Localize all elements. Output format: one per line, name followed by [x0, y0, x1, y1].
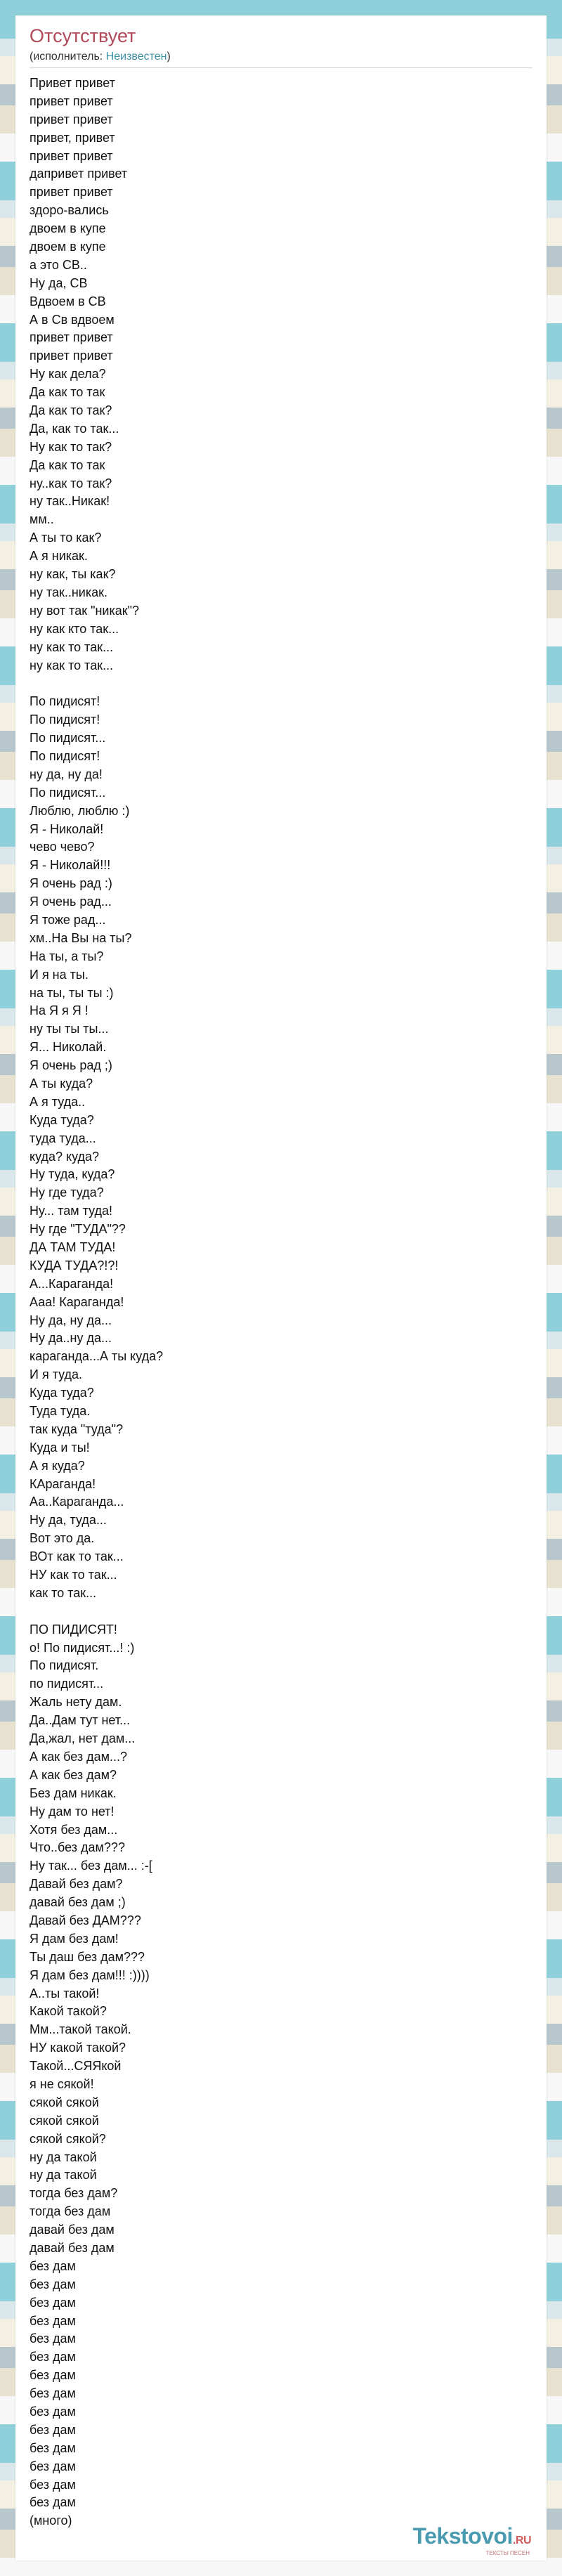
lyrics-text — [30, 74, 521, 2530]
lyric-line: привет, привет — [30, 130, 115, 145]
lyric-line: Да как то так — [30, 457, 105, 472]
lyric-line: По пидисят... — [30, 785, 106, 800]
lyric-line: без дам — [30, 2277, 76, 2291]
lyric-line: Ну да..ну да... — [30, 1331, 112, 1346]
lyric-line: без дам — [30, 2405, 76, 2419]
lyric-line: НУ какой такой? — [30, 2041, 126, 2055]
lyric-line: Ну туда, куда? — [30, 1167, 115, 1182]
lyric-line: А как без дам...? — [30, 1749, 128, 1764]
lyric-line: На ты, а ты? — [30, 949, 104, 963]
lyric-line: ну вот так "никак"? — [30, 603, 140, 618]
lyric-line: Да, как то так... — [30, 421, 119, 436]
lyric-line: Без дам никак. — [30, 1785, 117, 1800]
site-logo[interactable] — [412, 2523, 531, 2549]
lyric-line: Мм...такой такой. — [30, 2022, 131, 2037]
lyric-line: ну как, ты как? — [30, 567, 116, 582]
lyric-line: Я очень рад :) — [30, 876, 112, 891]
lyric-line: давай без дам — [30, 2223, 115, 2237]
lyric-line: Ааа! Караганда! — [30, 1294, 124, 1309]
lyric-line: тогда без дам — [30, 2204, 111, 2219]
lyric-line: Ну да, ну да... — [30, 1313, 112, 1327]
logo-text: Tekstovoi — [412, 2523, 513, 2549]
lyric-line: Да,жал, нет дам... — [30, 1731, 136, 1746]
lyric-line: ПО ПИДИСЯТ! — [30, 1622, 117, 1637]
lyric-line: чево чево? — [30, 840, 95, 854]
lyric-line: Привет привет — [30, 76, 115, 90]
performer-line — [30, 51, 171, 63]
lyric-line: НУ как то так... — [30, 1568, 117, 1582]
lyric-line: так куда "туда"? — [30, 1422, 124, 1436]
lyric-line: Ну как то так? — [30, 439, 112, 454]
lyric-line: Я очень рад... — [30, 895, 112, 909]
lyric-line: двоем в купе — [30, 221, 106, 236]
lyric-line: без дам — [30, 2495, 76, 2510]
lyric-line: Что..без дам??? — [30, 1840, 125, 1855]
lyric-line: без дам — [30, 2350, 76, 2364]
lyric-line: привет привет — [30, 349, 113, 363]
song-title: Отсутствует — [30, 25, 136, 46]
lyric-line: привет привет — [30, 185, 113, 200]
lyric-line: Я дам без дам!!! :)))) — [30, 1967, 150, 1982]
lyric-line: Да как то так — [30, 385, 105, 400]
lyric-line: А..ты такой! — [30, 1986, 100, 2001]
lyric-line: По пидисят... — [30, 731, 106, 746]
lyric-line: без дам — [30, 2295, 76, 2310]
lyric-line: двоем в купе — [30, 240, 106, 254]
lyric-line: без дам — [30, 2422, 76, 2437]
performer-suffix: ) — [166, 51, 171, 63]
lyric-line: здоро-вались — [30, 203, 109, 218]
lyric-line: сякой сякой? — [30, 2131, 106, 2146]
lyric-line: Люблю, люблю :) — [30, 803, 130, 818]
lyric-line: Куда туда? — [30, 1112, 94, 1127]
lyric-line: А как без дам? — [30, 1767, 117, 1782]
lyric-line: дапривет привет — [30, 167, 128, 181]
lyric-line: Какой такой? — [30, 2004, 107, 2019]
lyric-line: привет привет — [30, 112, 113, 126]
lyric-line: А я туда.. — [30, 1094, 86, 1109]
lyric-line: без дам — [30, 2331, 76, 2346]
lyric-line: (много) — [30, 2513, 72, 2528]
lyric-line: ну как то так... — [30, 658, 114, 672]
lyric-line: А...Караганда! — [30, 1276, 114, 1291]
lyric-line: По пидисят! — [30, 748, 100, 763]
performer-prefix: (исполнитель: — [30, 51, 106, 63]
lyric-line: Ну... там туда! — [30, 1204, 112, 1218]
lyric-line: Ну дам то нет! — [30, 1804, 115, 1819]
lyric-line: давай без дам — [30, 2240, 115, 2255]
lyric-line: ВОт как то так... — [30, 1549, 124, 1564]
lyric-line: А ты то как? — [30, 531, 102, 545]
lyric-line: сякой сякой — [30, 2113, 99, 2128]
lyric-line: а это СВ.. — [30, 257, 87, 272]
lyric-line: Я очень рад ;) — [30, 1058, 112, 1073]
lyric-line: И я на ты. — [30, 967, 89, 982]
lyric-line: ну да, ну да! — [30, 767, 103, 781]
lyric-line: Аа..Караганда... — [30, 1495, 124, 1509]
lyric-line: Ну да, СВ — [30, 275, 88, 290]
lyric-line: ну да такой — [30, 2168, 97, 2183]
lyric-line: Я... Николай. — [30, 1040, 107, 1055]
lyric-line: без дам — [30, 2386, 76, 2401]
lyric-line: о! По пидисят...! :) — [30, 1640, 135, 1655]
lyric-line: По пидисят! — [30, 694, 100, 709]
lyric-line: Ты даш без дам??? — [30, 1949, 145, 1964]
lyric-line: привет привет — [30, 93, 113, 108]
lyric-line: Ну где "ТУДА"?? — [30, 1222, 126, 1237]
lyrics-page — [15, 15, 547, 2561]
lyric-line: без дам — [30, 2440, 76, 2455]
lyric-line: привет привет — [30, 330, 113, 345]
lyric-blank-line — [30, 1603, 521, 1621]
lyric-line: И я туда. — [30, 1367, 83, 1382]
lyric-line: Я тоже рад... — [30, 912, 106, 927]
logo-domain: .RU — [512, 2535, 531, 2546]
lyric-line: ну так..никак. — [30, 585, 108, 599]
lyric-line: Я дам без дам! — [30, 1931, 119, 1946]
lyric-line: куда? куда? — [30, 1149, 100, 1164]
lyric-line: ну так..Никак! — [30, 494, 110, 509]
lyric-line: тогда без дам? — [30, 2186, 118, 2201]
lyric-line: Давай без ДАМ??? — [30, 1913, 141, 1927]
lyric-line: без дам — [30, 2313, 76, 2328]
lyric-line: А в Св вдвоем — [30, 312, 115, 327]
lyric-line: Вдвоем в СВ — [30, 294, 106, 308]
lyric-line: Вот это да. — [30, 1531, 95, 1546]
lyric-line: По пидисят! — [30, 713, 100, 727]
lyric-line: Хотя без дам... — [30, 1822, 118, 1837]
lyric-line: ну как кто так... — [30, 621, 119, 636]
lyric-line: сякой сякой — [30, 2095, 99, 2109]
lyric-line: без дам — [30, 2459, 76, 2473]
lyric-line: давай без дам ;) — [30, 1895, 126, 1910]
lyric-line: Жаль нету дам. — [30, 1695, 122, 1710]
lyric-line: Давай без дам? — [30, 1877, 123, 1892]
lyric-line: без дам — [30, 2258, 76, 2273]
lyric-line: По пидисят. — [30, 1658, 99, 1673]
lyric-line: как то так... — [30, 1585, 97, 1600]
lyric-line: без дам — [30, 2477, 76, 2492]
lyric-line: Ну да, туда... — [30, 1513, 107, 1528]
lyric-line: без дам — [30, 2368, 76, 2383]
lyric-line: Куда и ты! — [30, 1440, 90, 1455]
lyric-line: мм.. — [30, 512, 54, 527]
lyric-line: Ну так... без дам... :-[ — [30, 1859, 152, 1873]
logo-tagline: ТЕКСТЫ ПЕСЕН — [485, 2550, 530, 2556]
lyric-line: я не сякой! — [30, 2076, 94, 2091]
lyric-line: ну ты ты ты... — [30, 1022, 109, 1036]
lyric-blank-line — [30, 675, 521, 693]
title-divider — [30, 67, 532, 68]
lyric-line: на ты, ты ты :) — [30, 985, 114, 1000]
lyric-line: Туда туда. — [30, 1404, 91, 1419]
lyric-line: Да как то так? — [30, 403, 112, 418]
lyric-line: туда туда... — [30, 1131, 96, 1145]
lyric-line: Куда туда? — [30, 1386, 94, 1400]
lyric-line: КУДА ТУДА?!?! — [30, 1258, 119, 1273]
lyric-line: ну да такой — [30, 2149, 97, 2164]
lyric-line: ну..как то так? — [30, 476, 112, 490]
lyric-line: Я - Николай!!! — [30, 858, 111, 873]
lyric-line: по пидисят... — [30, 1677, 104, 1691]
lyric-line: Ну где туда? — [30, 1185, 104, 1200]
lyric-line: Да..Дам тут нет... — [30, 1713, 131, 1728]
lyric-line: Ну как дела? — [30, 367, 106, 382]
lyric-line: А я куда? — [30, 1458, 85, 1473]
lyric-line: ну как то так... — [30, 639, 114, 654]
performer-link[interactable]: Неизвестен — [105, 51, 167, 63]
lyric-line: На Я я Я ! — [30, 1003, 89, 1018]
lyric-line: КАраганда! — [30, 1476, 96, 1491]
lyric-line: караганда...А ты куда? — [30, 1349, 164, 1364]
lyric-line: Я - Николай! — [30, 821, 104, 836]
lyric-line: хм..На Вы на ты? — [30, 930, 132, 945]
lyric-line: А ты куда? — [30, 1076, 93, 1091]
lyric-line: ДА ТАМ ТУДА! — [30, 1240, 116, 1254]
lyric-line: привет привет — [30, 148, 113, 163]
lyric-line: А я никак. — [30, 549, 88, 564]
lyric-line: Такой...СЯЯкой — [30, 2059, 122, 2074]
